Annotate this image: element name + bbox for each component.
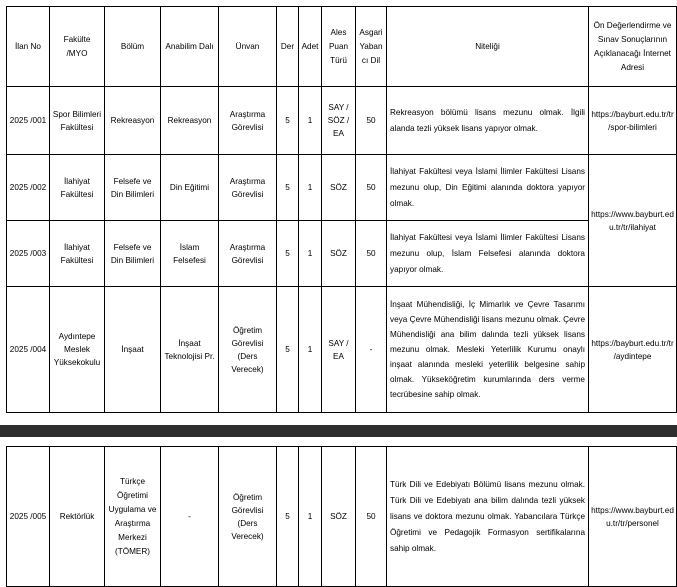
header-bolum: Bölüm [105,7,161,87]
cell-nitelik: İlahiyat Fakültesi veya İslami İlimler Fakültesi Lisans mezunu olup, İslam Felsefesi alanında doktora yapıyor olmak. [387,221,589,287]
cell-ales: SAY / EA [322,287,356,413]
cell-der: 5 [277,155,299,221]
cell-anabilim: Din Eğitimi [161,155,219,221]
table-row [7,221,677,287]
cell-fakulte: İlahiyat Fakültesi [50,155,105,221]
table-row [7,447,677,587]
cell-ales: SÖZ [322,221,356,287]
cell-ilan-no: 2025 /003 [7,221,50,287]
cell-asgari: 50 [356,221,387,287]
cell-asgari: 50 [356,447,387,587]
cell-nitelik: İlahiyat Fakültesi veya İslami İlimler Fakültesi Lisans mezunu olup, Din Eğitimi alanında doktora yapıyor olmak. [387,155,589,221]
cell-bolum: Rekreasyon [105,87,161,155]
announcement-table-top [6,6,677,413]
cell-unvan: Araştırma Görevlisi [219,87,277,155]
header-nitelik: Niteliği [387,7,589,87]
header-asgari: Asgari Yabancı Dil [356,7,387,87]
header-der: Der [277,7,299,87]
cell-ilan-no: 2025 /005 [7,447,50,587]
cell-ales: SÖZ [322,447,356,587]
cell-unvan: Araştırma Görevlisi [219,221,277,287]
cell-adres-link[interactable]: https://www.bayburt.edu.tr/tr/personel [589,447,677,587]
cell-nitelik: Türk Dili ve Edebiyatı Bölümü lisans mezunu olmak. Türk Dili ve Edebiyatı ana bilim dalında tezli yüksek lisans ve doktora mezunu olmak. Yabancılara Türkçe Öğretimi ve Pedagojik Formasyon sertifikalarına sahip olmak. [387,447,589,587]
cell-ales: SAY / SÖZ / EA [322,87,356,155]
table-row [7,287,677,413]
cell-asgari: - [356,287,387,413]
table-row [7,87,677,155]
cell-anabilim: İslam Felsefesi [161,221,219,287]
cell-bolum: Felsefe ve Din Bilimleri [105,155,161,221]
cell-anabilim: - [161,447,219,587]
page-separator [0,425,677,437]
cell-ilan-no: 2025 /002 [7,155,50,221]
cell-adet: 1 [299,155,322,221]
header-adet: Adet [299,7,322,87]
cell-bolum: İnşaat [105,287,161,413]
cell-der: 5 [277,87,299,155]
cell-nitelik: Rekreasyon bölümü lisans mezunu olmak. İlgili alanda tezli yüksek lisans yapıyor olmak. [387,87,589,155]
announcement-table-bottom [6,446,677,587]
cell-adet: 1 [299,87,322,155]
cell-fakulte: Rektörlük [50,447,105,587]
header-ilan-no: İlan No [7,7,50,87]
header-row [7,7,677,87]
cell-unvan: Öğretim Görevlisi (Ders Verecek) [219,287,277,413]
cell-ilan-no: 2025 /001 [7,87,50,155]
cell-adres-link[interactable]: https://www.bayburt.edu.tr/tr/ilahiyat [589,155,677,287]
cell-ales: SÖZ [322,155,356,221]
header-ales: Ales Puan Türü [322,7,356,87]
cell-adres-link[interactable]: https://bayburt.edu.tr/tr/aydintepe [589,287,677,413]
cell-fakulte: Aydıntepe Meslek Yüksekokulu [50,287,105,413]
cell-der: 5 [277,447,299,587]
cell-unvan: Öğretim Görevlisi (Ders Verecek) [219,447,277,587]
cell-der: 5 [277,287,299,413]
cell-nitelik: İnşaat Mühendisliği, İç Mimarlık ve Çevre Tasarımı veya Çevre Mühendisliği lisans mezunu olmak. Çevre Mühendisliği ana bilim dalında tezli yüksek lisans mezunu olmak. Mesleki Yeterlilik Kurumu onaylı inşaat alanında mesleki yeterlilik belgesine sahip olmak. Yükseköğretim kurumlarında ders verme tecrübesine sahip olmak. [387,287,589,413]
header-fakulte: Fakülte /MYO [50,7,105,87]
table-row [7,155,677,221]
cell-asgari: 50 [356,155,387,221]
cell-anabilim: İnşaat Teknolojisi Pr. [161,287,219,413]
cell-adet: 1 [299,287,322,413]
cell-bolum: Türkçe Öğretimi Uygulama ve Araştırma Merkezi (TÖMER) [105,447,161,587]
header-adres: Ön Değerlendirme ve Sınav Sonuçlarının Açıklanacağı İnternet Adresi [589,7,677,87]
cell-fakulte: İlahiyat Fakültesi [50,221,105,287]
cell-adet: 1 [299,447,322,587]
header-unvan: Ünvan [219,7,277,87]
cell-ilan-no: 2025 /004 [7,287,50,413]
cell-der: 5 [277,221,299,287]
cell-fakulte: Spor Bilimleri Fakültesi [50,87,105,155]
cell-unvan: Araştırma Görevlisi [219,155,277,221]
cell-adet: 1 [299,221,322,287]
cell-adres-link[interactable]: https://bayburt.edu.tr/tr/spor-bilimleri [589,87,677,155]
header-anabilim: Anabilim Dalı [161,7,219,87]
cell-bolum: Felsefe ve Din Bilimleri [105,221,161,287]
cell-asgari: 50 [356,87,387,155]
cell-anabilim: Rekreasyon [161,87,219,155]
